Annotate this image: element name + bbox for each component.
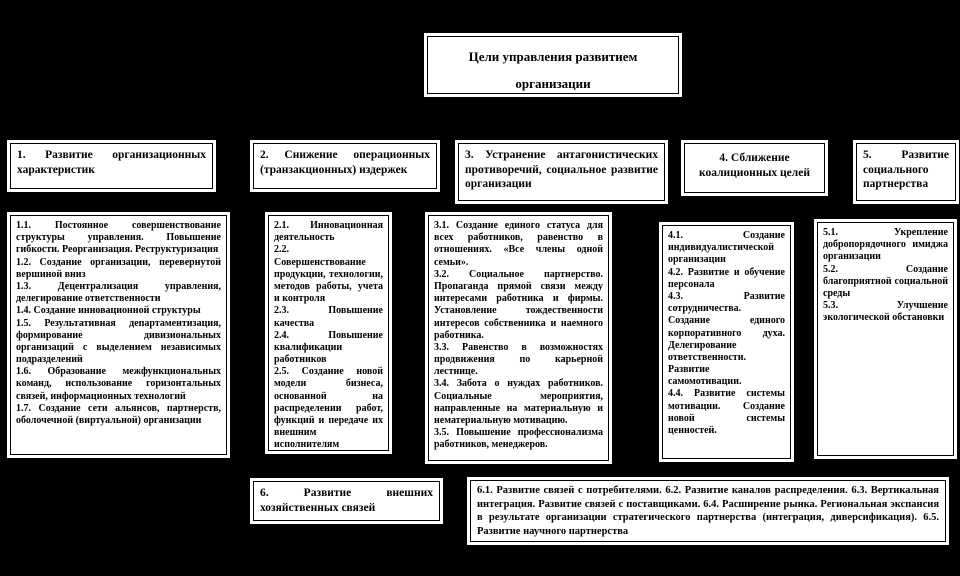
detail-item: 1.6. Образование межфункциональных команд, использование горизонтальных связей, информационных технологий <box>16 366 221 402</box>
detail-item: 2.2. Совершенствование продукции, технологии, методов работы, учета и контроля <box>274 244 383 305</box>
goal-2-header-box: 2. Снижение операционных (транзакционных) издержек <box>253 143 437 189</box>
detail-item: 1.7. Создание сети альянсов, партнерств, оболочечной (виртуальной) организации <box>16 402 221 426</box>
goal-5-header-box: 5. Развитие социального партнерства <box>856 143 956 201</box>
goal-5-detail-box <box>817 222 954 456</box>
goal-4-detail-box <box>662 225 791 459</box>
detail-item: 1.4. Создание инновационной структуры <box>16 305 201 317</box>
detail-item: 1.2. Создание организации, перевернутой вершиной вниз <box>16 256 221 280</box>
detail-item: 1.1. Постоянное совершенствование структуры управления. Повышение гибкости. Реорганизация. Реструктуризация <box>16 220 221 256</box>
goal-4-header-box: 4. Сближение коалиционных целей <box>684 143 825 193</box>
diagram-title-line2: организации <box>515 76 591 91</box>
detail-item: 5.3. Улучшение экологической обстановки <box>823 300 948 324</box>
detail-item: 1.3. Децентрализация управления, делегирование ответственности <box>16 280 221 305</box>
detail-item: 4.1. Создание индивидуалистической организации <box>668 230 785 266</box>
goal-1-detail-box <box>10 215 227 455</box>
goal-2-detail-box <box>268 215 389 451</box>
detail-item: 5.2. Создание благоприятной социальной среды <box>823 263 948 299</box>
detail-item: 3.1. Создание единого статуса для всех работников, равенство в отношениях. «Все члены одной семьи». <box>434 220 603 268</box>
detail-item: 3.4. Забота о нуждах работников. Социальные мероприятия, направленные на материальную и нематериальную мотивацию. <box>434 378 603 426</box>
diagram-title-line1: Цели управления развитием <box>468 49 638 64</box>
detail-item: 3.2. Социальное партнерство. Пропаганда прямой связи между интересами работника и фирмы. Установление тождественности интересов собственника и наемного работника. <box>434 268 603 341</box>
detail-item: 5.1. Укрепление добропорядочного имиджа организации <box>823 227 948 263</box>
detail-item: 4.3. Развитие сотрудничества. Создание единого корпоративного духа. Делегирование ответственности. Развитие самомотивации. <box>668 290 785 388</box>
detail-item: 2.5. Создание новой модели бизнеса, основанной на распределении работ, функций и передаче их внешним исполнителям <box>274 366 383 451</box>
diagram-title-box <box>427 36 679 94</box>
goal-3-detail-box <box>428 215 609 461</box>
detail-item: 2.4. Повышение квалификации работников <box>274 329 383 366</box>
goal-6-detail-box: 6.1. Развитие связей с потребителями. 6.2. Развитие каналов распределения. 6.3. Вертикальная интеграция. Развитие связей с поставщиками. 6.4. Расширение рынка. Региональная экспансия в результате организации стратегического партнерства (интеграция, диверсификация). 6.5. Развитие научного партнерства <box>470 480 946 542</box>
goal-6-header-box: 6. Развитие внешних хозяйственных связей <box>253 481 440 521</box>
detail-item: 2.1. Инновационная деятельность <box>274 220 383 244</box>
goal-3-header-box: 3. Устранение антагонистических противоречий, социальное развитие организации <box>458 143 665 201</box>
detail-item: 1.5. Результативная департаментизация, формирование дивизиональных организаций с выделением независимых подразделений <box>16 317 221 366</box>
detail-item: 3.3. Равенство в возможностях продвижения по карьерной лестнице. <box>434 341 603 378</box>
detail-item: 4.4. Развитие системы мотивации. Создание новой системы ценностей. <box>668 388 785 436</box>
detail-item: 2.3. Повышение качества <box>274 305 383 329</box>
detail-item: 3.5. Повышение профессионализма работников, менеджеров. <box>434 427 603 451</box>
goal-1-header-box: 1. Развитие организационных характеристик <box>10 143 213 189</box>
detail-item: 4.2. Развитие и обучение персонала <box>668 266 785 290</box>
